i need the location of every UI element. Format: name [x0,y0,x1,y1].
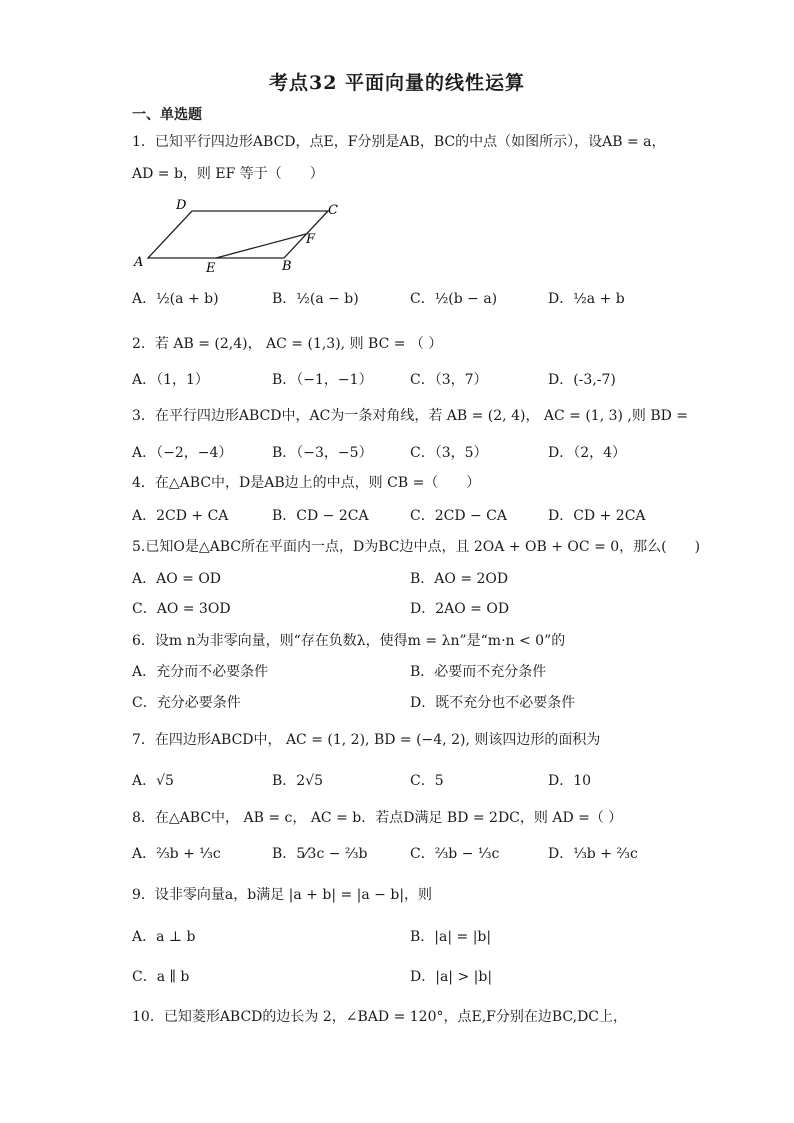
q5-option-d[interactable]: D．2AO = OD [410,601,510,617]
q2-stem: 2．若 AB = (2,4)， AC = (1,3), 则 BC = （ ） [132,336,443,352]
q4-option-c[interactable]: C．2CD − CA [410,508,508,524]
q3-option-d[interactable]: D．（2，4） [548,445,627,461]
q6-stem: 6．设m n为非零向量，则“存在负数λ，使得m = λn”是“m·n < 0”的 [132,633,566,649]
label-c: C [328,203,338,218]
q3-option-c[interactable]: C．（3，5） [410,445,488,461]
q7-option-a[interactable]: A．√5 [132,773,174,789]
q9-option-a[interactable]: A．a ⊥ b [132,929,196,945]
q5-stem: 5.已知O是△ABC所在平面内一点，D为BC边中点，且 2OA + OB + OC = 0，那么( ) [132,539,701,555]
q8-option-a[interactable]: A．⅔b + ⅓c [132,846,221,862]
q4-option-d[interactable]: D．CD + 2CA [548,508,646,524]
q2-option-d[interactable]: D．(-3,-7) [548,372,616,388]
q9-option-c[interactable]: C．a ∥ b [132,969,190,985]
q6-option-b[interactable]: B．必要而不充分条件 [410,664,547,680]
q6-option-a[interactable]: A．充分而不必要条件 [132,664,269,680]
page-title: 考点32 平面向量的线性运算 [268,72,526,94]
segment-ef [216,234,306,258]
q2-option-c[interactable]: C．（3，7） [410,372,488,388]
q1-stem-line1: 1．已知平行四边形ABCD，点E，F分别是AB，BC的中点（如图所示），设AB = a， [132,134,666,150]
q3-option-b[interactable]: B．（−3，−5） [272,445,373,461]
q1-option-a[interactable]: A．½(a + b) [132,291,219,307]
q7-option-b[interactable]: B．2√5 [272,773,324,789]
q10-stem: 10．已知菱形ABCD的边长为 2，∠BAD = 120°，点E,F分别在边BC,DC上， [132,1009,628,1025]
q4-stem: 4．在△ABC中，D是AB边上的中点，则 CB =（ ） [132,475,481,491]
q3-option-a[interactable]: A．（−2，−4） [132,445,233,461]
q6-option-c[interactable]: C．充分必要条件 [132,695,241,711]
q5-option-c[interactable]: C．AO = 3OD [132,601,231,617]
q7-option-d[interactable]: D．10 [548,773,592,789]
label-b: B [282,259,292,274]
q5-option-b[interactable]: B．AO = 2OD [410,571,509,587]
label-e: E [206,261,216,276]
q8-option-c[interactable]: C．⅔b − ⅓c [410,846,500,862]
q2-option-b[interactable]: B．（−1，−1） [272,372,373,388]
section-heading: 一、单选题 [132,107,202,123]
q1-stem-line2: AD = b，则 EF 等于（ ） [132,166,324,182]
q9-option-d[interactable]: D．|a| > |b| [410,969,493,985]
q6-option-d[interactable]: D．既不充分也不必要条件 [410,695,576,711]
q9-stem: 9．设非零向量a，b满足 |a + b| = |a − b|，则 [132,887,433,903]
label-d: D [176,198,187,213]
q7-option-c[interactable]: C．5 [410,773,444,789]
q5-option-a[interactable]: A．AO = OD [132,571,222,587]
q4-option-a[interactable]: A．2CD + CA [132,508,229,524]
q1-option-b[interactable]: B．½(a − b) [272,291,359,307]
q3-stem: 3．在平行四边形ABCD中，AC为一条对角线，若 AB = (2, 4)， AC = (1, 3) ,则 BD = [132,408,689,424]
q8-stem: 8．在△ABC中， AB = c， AC = b．若点D满足 BD = 2DC，则 AD =（ ） [132,810,623,826]
parallelogram-figure [130,196,360,276]
q1-option-c[interactable]: C．½(b − a) [410,291,498,307]
label-f: F [306,232,316,247]
parallelogram-shape [148,211,328,258]
q8-option-b[interactable]: B．5⁄3c − ⅔b [272,846,368,862]
q8-option-d[interactable]: D．⅓b + ⅔c [548,846,638,862]
q7-stem: 7．在四边形ABCD中， AC = (1, 2), BD = (−4, 2), 则该四边形的面积为 [132,732,601,748]
label-a: A [134,255,144,270]
q9-option-b[interactable]: B．|a| = |b| [410,929,492,945]
q1-option-d[interactable]: D．½a + b [548,291,625,307]
q2-option-a[interactable]: A．（1，1） [132,372,209,388]
q4-option-b[interactable]: B．CD − 2CA [272,508,369,524]
